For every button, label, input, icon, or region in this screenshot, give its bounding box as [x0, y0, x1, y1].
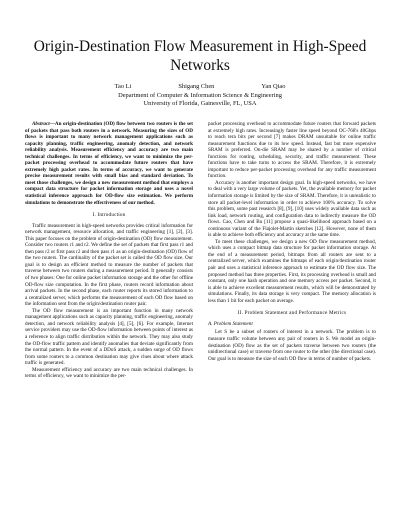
affiliation-department: Department of Computer & Information Science & Engineering: [118, 91, 282, 99]
paper-title: Origin-Destination Flow Measurement in High-Speed Networks: [33, 38, 367, 74]
body-paragraph: Let S be a subset of routers of interest in a network. The problem is to measure traffic volume between any pair of routers in S. We model an origin-destination (OD) flow as the set of packets traverse between two routers (the unidirectional case) or traverse from one router to the other (the directional case). Our goal is to measure the size of each OD flow in terms of number of packets.: [208, 329, 376, 362]
body-paragraph: Traffic measurement in high-speed networks provides critical information for network management, resource allocation, and traffic engineering [1], [2], [3]. This paper focuses on the problem of origin-destination (OD) flow measurement. Consider two routers r1 and r2. We define the set of packets that first pass r1 and then pass r2 or first pass r2 and then pass r1 as an origin-destination (OD) flow of the two routers. The cardinality of the packet set is called the OD flow size. Our goal is to design an efficient method to measure the number of packets that traverse between two routers during a measurement period. It generally consists of two phases: One for online packet information storage and the other for offline OD-flow size computation. In the first phase, routers record information about arrival packets. In the second phase, each router reports its stored information to a centralized server, which performs the measurement of each OD flow based on the information sent from the origin/destination router pair.: [25, 222, 193, 308]
section-heading: I. Introduction: [92, 212, 126, 219]
right-column: [208, 121, 376, 362]
body-paragraph: The OD flow measurement is an important function in many network management applications such as capacity planning, traffic engineering, anomaly detection, and network reliability analysis [4], [5], [6]. For example, Internet service providers may use the OD-flow information between points of interest as a reference to align traffic distribution within the network. They may also study the OD-flow traffic pattern and identify anomalies that deviate significantly from the normal pattern. In the event of a DDoS attack, a sudden surge of OD flows from some routers to a common destination may give clues about where attack traffic is generated.: [25, 307, 193, 367]
left-column: [25, 121, 193, 380]
body-paragraph: packet processing overhead to accommodate future routers that forward packets at extremely high rates. Increasingly faster line speed beyond OC-768's 40Gbps to reach tera bits per second [7] makes DRAM unsuitable for online traffic measurement functions due to its low speed. Instead, fast but more expensive SRAM is preferred. On-die SRAM may be shared by a number of critical functions for routing, scheduling, security, and traffic measurement. These functions have to take turns to access the SRAM. Therefore, it is extremely important to reduce per-packet processing overhead for any traffic measurement function.: [208, 121, 376, 180]
body-paragraph: Accuracy is another important design goal. In high-speed networks, we have to deal with a very large volume of packets. Yet, the available memory for packet information storage is limited by the size of SRAM. Therefore, it is unrealistic to store all packet-level information in order to achieve 100% accuracy. To solve this problem, some past research [8], [9], [10] uses widely available data such as link load, network routing, and configuration data to indirectly measure the OD flows. Cao, Chen and Bu [11] propose a quasi-likelihood approach based on a continuous variant of the Flajolet-Martin sketches [12]. However, none of them is able to achieve both efficiency and accuracy at the same time.: [208, 179, 376, 239]
section-heading: II. Problem Statement and Performance Metrics: [237, 310, 347, 317]
body-paragraph: Measurement efficiency and accuracy are two main technical challenges. In terms of efficiency, we want to minimize the per-: [25, 366, 193, 380]
body-paragraph: To meet these challenges, we design a new OD flow measurement method, which uses a compact bitmap data structure for packet information storage. At the end of a measurement period, bitmaps from all routers are sent to a centralized server, which examines the bitmaps of each origin/destination router pair and uses a statistical inference approach to estimate the OD flow size. The proposed method has three properties. First, its processing overhead is small and constant, only one hash operation and one memory access per packet. Second, it is able to achieve excellent measurement results, which will be demonstrated by simulations. Finally, its data storage is very compact. The memory allocation is less than 1 bit for each packet on average.: [208, 238, 376, 304]
author-block: [0, 83, 400, 109]
subsection-heading: A. Problem Statement: [208, 320, 253, 327]
author-name: Yan Qiao: [261, 83, 286, 90]
author-name: Tao Li: [114, 83, 132, 90]
abstract: [25, 121, 193, 206]
author-names: [0, 83, 400, 92]
affiliation-university: University of Florida, Gainesville, FL, USA: [143, 100, 257, 108]
abstract-text: —An origin-destination (OD) flow between two routers is the set of packets that pass both routers in a network. Measuring the sizes of OD flows is important to many network management applications such as capacity planning, traffic engineering, anomaly detection, and network reliability analysis. Measurement efficiency and accuracy are two main technical challenges. In terms of efficiency, we want to minimize the per-packet processing overhead to accommodate future routers that have extremely high packet rates. In terms of accuracy, we want to generate precise measurement results with small bias and standard deviation. To meet those challenges, we design a new measurement method that employs a compact data structure for packet information storage and uses a novel statistical inference approach for OD-flow size estimation. We perform simulations to demonstrate the effectiveness of our method.: [25, 121, 193, 206]
abstract-lead: Abstract: [32, 121, 50, 127]
author-name: Shigang Chen: [178, 83, 215, 90]
